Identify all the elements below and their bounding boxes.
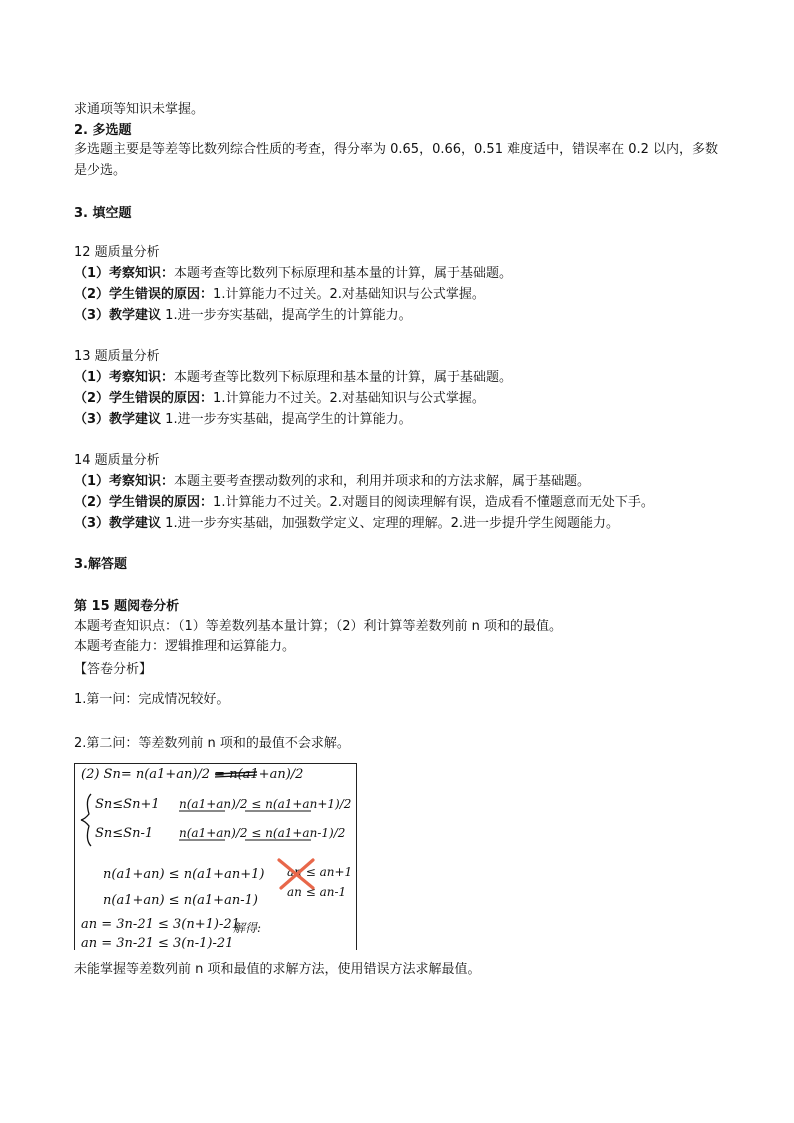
handwriting-line-5: n(a1+an) ≤ n(a1+an-1) <box>103 893 258 908</box>
q12-error-reason <box>74 285 485 305</box>
section-heading-answer: 3.解答题 <box>74 557 127 572</box>
text: 1.计算能力不过关。2.对题目的阅读理解有误，造成看不懂题意而无处下手。 <box>213 495 654 510</box>
q13-title: 13 题质量分析 <box>74 349 160 364</box>
q12-suggestion <box>74 306 412 326</box>
handwriting-line-6: an = 3n-21 ≤ 3(n+1)-21 <box>81 917 240 932</box>
q15-first-part: 1.第一问：完成情况较好。 <box>74 692 230 707</box>
q14-suggestion <box>74 514 619 534</box>
label: （2）学生错误的原因： <box>74 287 214 302</box>
q13-suggestion <box>74 410 412 430</box>
handwriting-svg <box>75 764 356 950</box>
handwritten-answer-image <box>74 763 357 950</box>
section-heading-multiple-choice: 2. 多选题 <box>74 123 132 138</box>
q15-abilities: 本题考查能力：逻辑推理和运算能力。 <box>74 639 296 654</box>
handwriting-line-5-right: an ≤ an-1 <box>287 885 347 899</box>
text: 1.进一步夯实基础，提高学生的计算能力。 <box>161 308 412 323</box>
label: （1）考察知识： <box>74 474 175 489</box>
brace-mark <box>81 794 91 846</box>
text: 1.进一步夯实基础，提高学生的计算能力。 <box>161 412 412 427</box>
q14-error-reason <box>74 493 654 513</box>
q15-title: 第 15 题阅卷分析 <box>74 599 180 614</box>
label: （3）教学建议 <box>74 308 162 323</box>
q14-title: 14 题质量分析 <box>74 453 160 468</box>
text: 本题考查等比数列下标原理和基本量的计算，属于基础题。 <box>174 370 513 385</box>
text: 1.计算能力不过关。2.对基础知识与公式掌握。 <box>213 287 485 302</box>
label: （1）考察知识： <box>74 370 175 385</box>
handwriting-line-2: Sn≤Sn+1 <box>95 797 160 812</box>
label: （3）教学建议 <box>74 516 162 531</box>
section-heading-fill-blank: 3. 填空题 <box>74 206 132 221</box>
handwriting-line-1: (2) Sn= n(a1+an)/2 = n(a1+an)/2 <box>81 767 304 782</box>
handwriting-line-2-right: n(a1+an)/2 ≤ n(a1+an+1)/2 <box>179 797 352 811</box>
q13-error-reason <box>74 389 485 409</box>
handwriting-line-3-right: n(a1+an)/2 ≤ n(a1+an-1)/2 <box>179 826 346 840</box>
handwriting-line-7: an = 3n-21 ≤ 3(n-1)-21 <box>81 936 234 950</box>
paragraph-multiple-choice: 多选题主要是等差等比数列综合性质的考查，得分率为 0.65，0.66，0.51 难度适中，错误率在 0.2 以内，多数是少选。 <box>74 142 719 178</box>
q12-title: 12 题质量分析 <box>74 245 160 260</box>
label: （3）教学建议 <box>74 412 162 427</box>
handwriting-line-3: Sn≤Sn-1 <box>95 826 154 841</box>
q15-conclusion: 未能掌握等差数列前 n 项和最值的求解方法，使用错误方法求解最值。 <box>74 962 481 977</box>
q13-knowledge <box>74 368 512 388</box>
q12-knowledge <box>74 264 512 284</box>
handwriting-line-4-right: an ≤ an+1 <box>287 865 353 879</box>
text: 本题考查等比数列下标原理和基本量的计算，属于基础题。 <box>174 266 513 281</box>
q15-knowledge-points: 本题考查知识点：（1）等差数列基本量计算；（2）利计算等差数列前 n 项和的最值。 <box>74 619 563 634</box>
label: （2）学生错误的原因： <box>74 495 214 510</box>
label: （2）学生错误的原因： <box>74 391 214 406</box>
text: 1.进一步夯实基础，加强数学定义、定理的理解。2.进一步提升学生阅题能力。 <box>161 516 619 531</box>
q14-knowledge <box>74 472 590 492</box>
handwriting-line-4: n(a1+an) ≤ n(a1+an+1) <box>103 867 265 882</box>
label: （1）考察知识： <box>74 266 175 281</box>
q15-analysis-heading: 【答卷分析】 <box>74 662 153 677</box>
q15-second-part: 2.第二问：等差数列前 n 项和的最值不会求解。 <box>74 736 350 751</box>
text-line: 求通项等知识未掌握。 <box>74 102 205 117</box>
handwriting-line-6-right: 解得: <box>233 921 262 935</box>
text: 本题主要考查摆动数列的求和，利用并项求和的方法求解，属于基础题。 <box>174 474 591 489</box>
text: 1.计算能力不过关。2.对基础知识与公式掌握。 <box>213 391 485 406</box>
